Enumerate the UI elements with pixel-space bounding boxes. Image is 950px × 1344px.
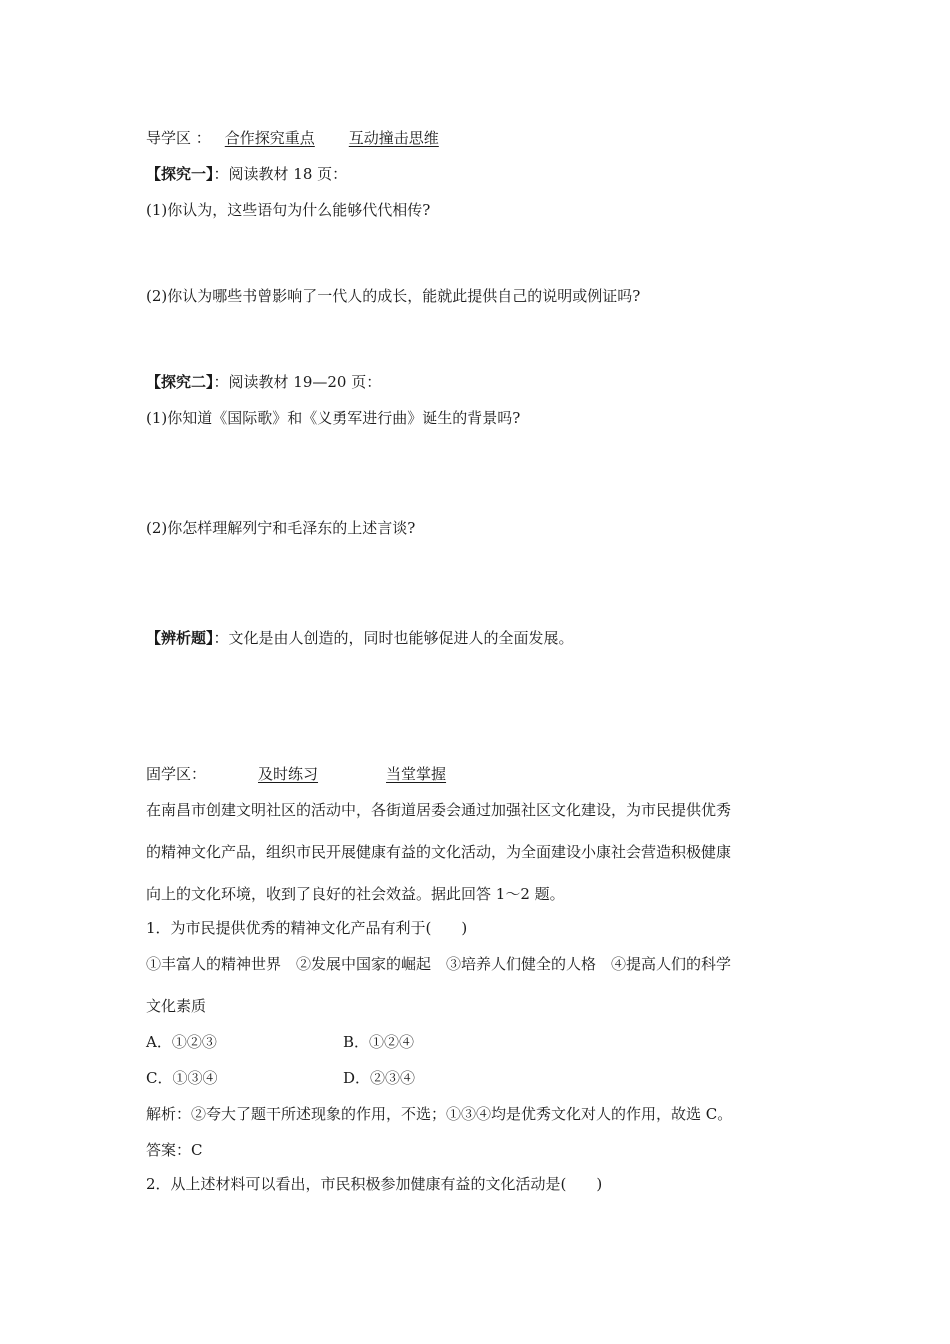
tanjiu2-text: ：阅读教材 19—20 页： xyxy=(213,373,382,391)
bianxi-question xyxy=(146,628,574,648)
daoxue-part2: 互动撞击思维 xyxy=(348,129,439,147)
tanjiu2-title xyxy=(146,372,381,392)
question1-analysis: 解析：②夸大了题干所述现象的作用，不选；①③④均是优秀文化对人的作用，故选 C。 xyxy=(146,1105,733,1123)
material-line-3: 向上的文化环境，收到了良好的社会效益。据此回答 1～2 题。 xyxy=(146,885,565,903)
question2-stem: 2．从上述材料可以看出，市民积极参加健康有益的文化活动是( ) xyxy=(146,1175,603,1193)
guxue-header xyxy=(146,764,482,784)
tanjiu2-tag: 【探究二】 xyxy=(146,373,214,391)
daoxue-header xyxy=(146,128,439,148)
guxue-part1: 及时练习 xyxy=(258,765,319,783)
question1-option-a: A．①②③ xyxy=(146,1033,217,1051)
daoxue-label: 导学区 ： xyxy=(146,129,211,147)
question1-option-d: D．②③④ xyxy=(343,1069,416,1087)
daoxue-part1: 合作探究重点 xyxy=(224,129,315,147)
bianxi-text: ：文化是由人创造的，同时也能够促进人的全面发展。 xyxy=(213,629,574,647)
tanjiu1-question-1: (1)你认为，这些语句为什么能够代代相传? xyxy=(146,201,431,219)
material-line-2: 的精神文化产品，组织市民开展健康有益的文化活动，为全面建设小康社会营造积极健康 xyxy=(146,843,732,861)
guxue-heading-underlined xyxy=(206,765,482,783)
guxue-label: 固学区： xyxy=(146,765,207,783)
tanjiu1-title xyxy=(146,164,347,184)
bianxi-tag: 【辨析题】 xyxy=(146,629,214,647)
tanjiu1-question-2: (2)你认为哪些书曾影响了一代人的成长，能就此提供自己的说明或例证吗? xyxy=(146,287,641,305)
material-line-1: 在南昌市创建文明社区的活动中，各街道居委会通过加强社区文化建设，为市民提供优秀 xyxy=(146,801,732,819)
tanjiu2-question-2: (2)你怎样理解列宁和毛泽东的上述言谈? xyxy=(146,519,416,537)
tanjiu2-question-1: (1)你知道《国际歌》和《义勇军进行曲》诞生的背景吗? xyxy=(146,409,521,427)
question1-stem: 1．为市民提供优秀的精神文化产品有利于( ) xyxy=(146,919,468,937)
question1-items-line-1: ①丰富人的精神世界 ②发展中国家的崛起 ③培养人们健全的人格 ④提高人们的科学 xyxy=(146,955,732,973)
question1-items-line-2: 文化素质 xyxy=(146,997,207,1015)
question1-answer: 答案：C xyxy=(146,1141,203,1159)
guxue-part2: 当堂掌握 xyxy=(386,765,447,783)
question1-option-b: B．①②④ xyxy=(343,1033,415,1051)
tanjiu1-tag: 【探究一】 xyxy=(146,165,214,183)
tanjiu1-text: ：阅读教材 18 页： xyxy=(213,165,348,183)
daoxue-heading-underlined xyxy=(225,129,439,147)
question1-option-c: C．①③④ xyxy=(146,1069,218,1087)
